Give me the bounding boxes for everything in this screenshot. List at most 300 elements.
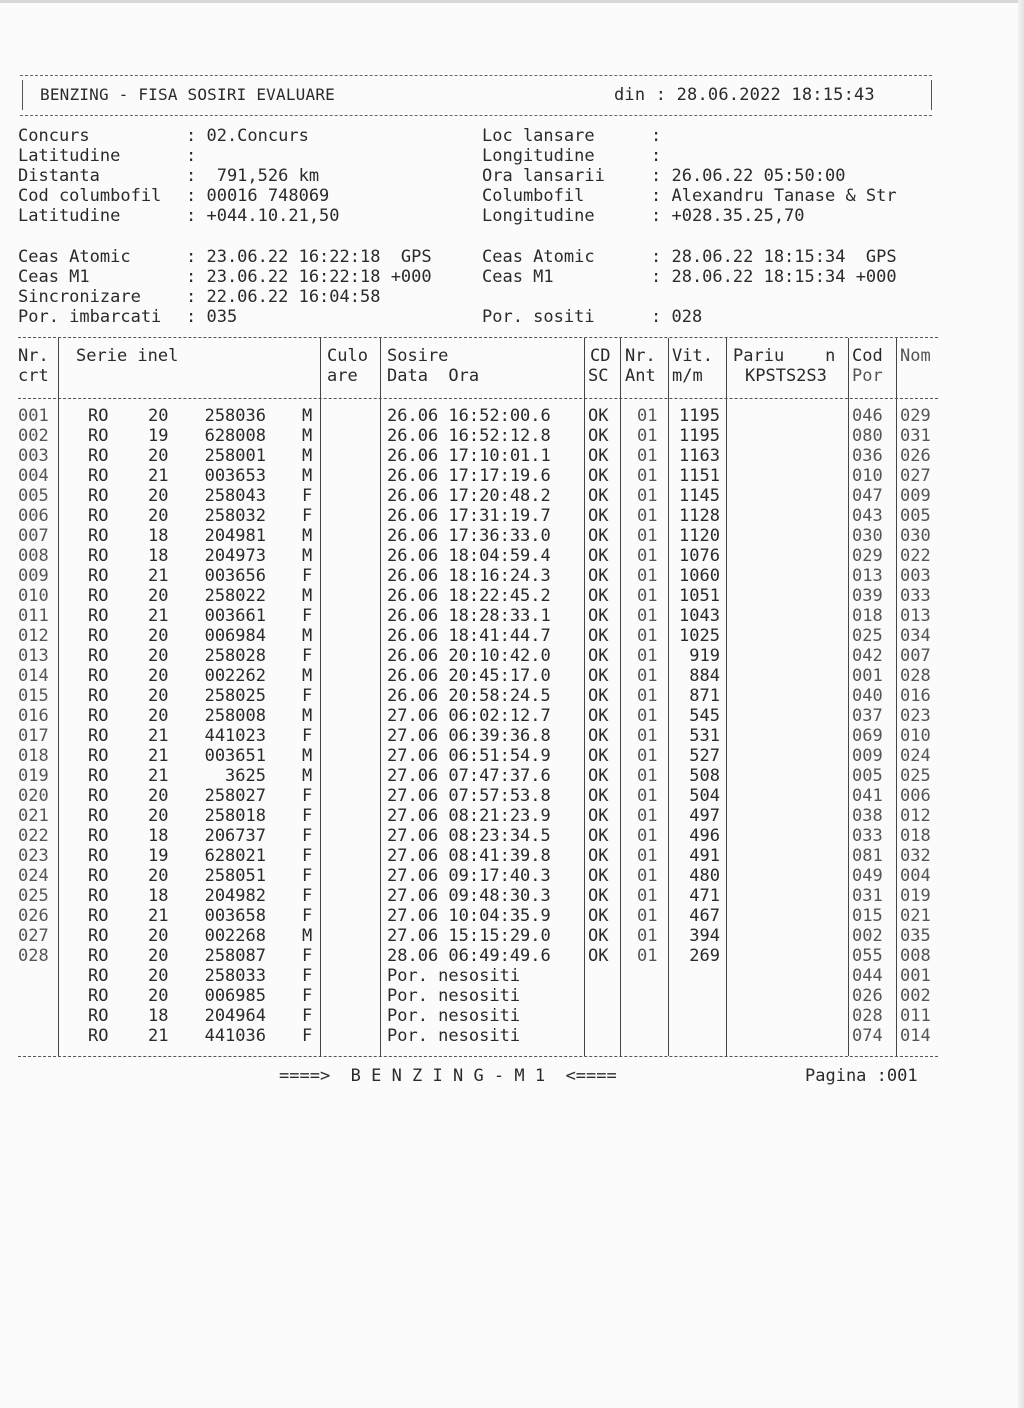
cell-antenna: 01 — [637, 606, 658, 626]
cell-country: RO — [88, 606, 109, 626]
cell-antenna: 01 — [637, 786, 658, 806]
cell-sex: F — [302, 966, 313, 986]
cell-cdsc: OK — [588, 806, 609, 826]
cell-cod: 037 — [852, 706, 883, 726]
page-number: Pagina :001 — [805, 1066, 918, 1086]
cell-year: 18 — [148, 886, 169, 906]
cell-nom: 008 — [900, 946, 931, 966]
cell-nom: 035 — [900, 926, 931, 946]
col-header-pariu-2: KPSTS2S3 — [745, 366, 827, 386]
info-label: Cod columbofil — [18, 186, 162, 206]
cell-cod: 005 — [852, 766, 883, 786]
cell-nom: 022 — [900, 546, 931, 566]
cell-country: RO — [88, 586, 109, 606]
table-bottom-rule — [18, 1056, 938, 1057]
cell-nom: 014 — [900, 1026, 931, 1046]
cell-sex: F — [302, 806, 313, 826]
cell-year: 20 — [148, 966, 169, 986]
cell-speed: 269 — [689, 946, 720, 966]
cell-year: 21 — [148, 766, 169, 786]
cell-cdsc: OK — [588, 826, 609, 846]
cell-speed: 1128 — [679, 506, 720, 526]
cell-cod: 031 — [852, 886, 883, 906]
cell-country: RO — [88, 806, 109, 826]
cell-country: RO — [88, 766, 109, 786]
cell-country: RO — [88, 1026, 109, 1046]
cell-cdsc: OK — [588, 746, 609, 766]
cell-speed: 884 — [689, 666, 720, 686]
cell-cdsc: OK — [588, 406, 609, 426]
cell-sex: M — [302, 666, 313, 686]
column-divider — [896, 338, 897, 1056]
cell-sex: F — [302, 786, 313, 806]
col-header-cd: CD — [590, 346, 611, 366]
cell-country: RO — [88, 1006, 109, 1026]
cell-country: RO — [88, 526, 109, 546]
cell-speed: 919 — [689, 646, 720, 666]
cell-cod: 010 — [852, 466, 883, 486]
cell-antenna: 01 — [637, 866, 658, 886]
cell-country: RO — [88, 946, 109, 966]
column-divider — [726, 338, 727, 1056]
cell-nr: 018 — [18, 746, 49, 766]
cell-cdsc: OK — [588, 466, 609, 486]
cell-nr: 008 — [18, 546, 49, 566]
cell-cdsc: OK — [588, 426, 609, 446]
cell-ring: 3625 — [225, 766, 266, 786]
cell-sex: F — [302, 906, 313, 926]
cell-antenna: 01 — [637, 426, 658, 446]
column-divider — [620, 338, 621, 1056]
cell-nom: 007 — [900, 646, 931, 666]
cell-antenna: 01 — [637, 446, 658, 466]
cell-year: 19 — [148, 426, 169, 446]
info-label: Concurs — [18, 126, 90, 146]
cell-nom: 001 — [900, 966, 931, 986]
info-value: : — [651, 146, 662, 166]
info-label: Ora lansarii — [482, 166, 605, 186]
cell-antenna: 01 — [637, 666, 658, 686]
footer-banner: ====> B E N Z I N G - M 1 <==== — [279, 1066, 617, 1086]
cell-cdsc: OK — [588, 486, 609, 506]
cell-nr: 024 — [18, 866, 49, 886]
cell-arrival: 26.06 20:45:17.0 — [387, 666, 551, 686]
cell-nom: 033 — [900, 586, 931, 606]
cell-country: RO — [88, 846, 109, 866]
clock-value: : 23.06.22 16:22:18 GPS — [186, 247, 432, 267]
info-label: Longitudine — [482, 206, 595, 226]
cell-nr: 013 — [18, 646, 49, 666]
cell-nr: 001 — [18, 406, 49, 426]
col-header-sosire-2: Data Ora — [387, 366, 480, 386]
cell-arrival: 26.06 18:41:44.7 — [387, 626, 551, 646]
cell-ring: 002262 — [204, 666, 266, 686]
info-label: Distanta — [18, 166, 100, 186]
clock-label: Ceas M1 — [482, 267, 554, 287]
cell-country: RO — [88, 646, 109, 666]
cell-nr: 014 — [18, 666, 49, 686]
header-right-border — [931, 80, 932, 110]
cell-cod: 040 — [852, 686, 883, 706]
cell-nom: 026 — [900, 446, 931, 466]
cell-ring: 258008 — [204, 706, 266, 726]
cell-antenna: 01 — [637, 706, 658, 726]
cell-cod: 074 — [852, 1026, 883, 1046]
cell-arrival: 27.06 09:17:40.3 — [387, 866, 551, 886]
header-bottom-border — [20, 115, 932, 116]
col-header-sosire: Sosire — [387, 346, 449, 366]
cell-nr: 027 — [18, 926, 49, 946]
cell-year: 20 — [148, 866, 169, 886]
cell-arrival: 27.06 06:02:12.7 — [387, 706, 551, 726]
cell-speed: 871 — [689, 686, 720, 706]
cell-arrival: 26.06 17:10:01.1 — [387, 446, 551, 466]
cell-arrival: 26.06 18:04:59.4 — [387, 546, 551, 566]
cell-cod: 049 — [852, 866, 883, 886]
cell-country: RO — [88, 546, 109, 566]
cell-arrival: 26.06 17:17:19.6 — [387, 466, 551, 486]
clock-value: : 23.06.22 16:22:18 +000 — [186, 267, 432, 287]
cell-country: RO — [88, 626, 109, 646]
cell-cod: 036 — [852, 446, 883, 466]
cell-ring: 003656 — [204, 566, 266, 586]
cell-speed: 480 — [689, 866, 720, 886]
clock-value: : 28.06.22 18:15:34 GPS — [651, 247, 897, 267]
col-header-culoare-2: are — [327, 366, 358, 386]
cell-speed: 1051 — [679, 586, 720, 606]
cell-year: 21 — [148, 726, 169, 746]
cell-sex: M — [302, 746, 313, 766]
cell-year: 20 — [148, 446, 169, 466]
cell-year: 20 — [148, 666, 169, 686]
cell-year: 21 — [148, 746, 169, 766]
cell-nom: 002 — [900, 986, 931, 1006]
cell-ring: 258027 — [204, 786, 266, 806]
cell-year: 21 — [148, 566, 169, 586]
col-header-cod: Cod — [852, 346, 883, 366]
cell-year: 20 — [148, 506, 169, 526]
cell-speed: 527 — [689, 746, 720, 766]
cell-cod: 042 — [852, 646, 883, 666]
cell-country: RO — [88, 926, 109, 946]
cell-sex: F — [302, 1006, 313, 1026]
cell-country: RO — [88, 786, 109, 806]
cell-cdsc: OK — [588, 946, 609, 966]
cell-sex: F — [302, 866, 313, 886]
cell-antenna: 01 — [637, 946, 658, 966]
cell-nr: 015 — [18, 686, 49, 706]
cell-speed: 508 — [689, 766, 720, 786]
cell-ring: 003651 — [204, 746, 266, 766]
cell-nr: 007 — [18, 526, 49, 546]
report-title: BENZING - FISA SOSIRI EVALUARE — [40, 85, 335, 104]
col-header-nr: Nr. — [18, 346, 49, 366]
cell-arrival: 27.06 15:15:29.0 — [387, 926, 551, 946]
cell-nom: 032 — [900, 846, 931, 866]
cell-antenna: 01 — [637, 526, 658, 546]
cell-cod: 025 — [852, 626, 883, 646]
cell-nom: 024 — [900, 746, 931, 766]
cell-ring: 204964 — [204, 1006, 266, 1026]
cell-sex: F — [302, 486, 313, 506]
cell-sex: M — [302, 546, 313, 566]
cell-nom: 028 — [900, 666, 931, 686]
cell-country: RO — [88, 406, 109, 426]
cell-nr: 010 — [18, 586, 49, 606]
cell-year: 21 — [148, 466, 169, 486]
cell-antenna: 01 — [637, 546, 658, 566]
cell-year: 21 — [148, 1026, 169, 1046]
cell-sex: F — [302, 686, 313, 706]
cell-speed: 1043 — [679, 606, 720, 626]
cell-country: RO — [88, 426, 109, 446]
cell-nr: 003 — [18, 446, 49, 466]
info-value: : — [186, 146, 197, 166]
cell-year: 20 — [148, 586, 169, 606]
cell-nom: 027 — [900, 466, 931, 486]
col-header-culoare: Culo — [327, 346, 368, 366]
cell-nom: 030 — [900, 526, 931, 546]
cell-year: 20 — [148, 806, 169, 826]
cell-country: RO — [88, 726, 109, 746]
report-date: din : 28.06.2022 18:15:43 — [614, 85, 875, 105]
info-value: : +028.35.25,70 — [651, 206, 805, 226]
cell-ring: 628021 — [204, 846, 266, 866]
cell-cod: 013 — [852, 566, 883, 586]
cell-nom: 031 — [900, 426, 931, 446]
column-divider — [848, 338, 849, 1056]
cell-nom: 010 — [900, 726, 931, 746]
cell-nom: 034 — [900, 626, 931, 646]
cell-cdsc: OK — [588, 666, 609, 686]
cell-antenna: 01 — [637, 686, 658, 706]
cell-arrival: 27.06 08:21:23.9 — [387, 806, 551, 826]
clock-value: : 22.06.22 16:04:58 — [186, 287, 381, 307]
cell-sex: M — [302, 406, 313, 426]
info-value: : 791,526 km — [186, 166, 320, 186]
cell-year: 20 — [148, 486, 169, 506]
cell-speed: 471 — [689, 886, 720, 906]
col-header-nr-2: crt — [18, 366, 49, 386]
cell-antenna: 01 — [637, 646, 658, 666]
cell-country: RO — [88, 666, 109, 686]
cell-speed: 1060 — [679, 566, 720, 586]
cell-country: RO — [88, 566, 109, 586]
cell-ring: 204973 — [204, 546, 266, 566]
cell-sex: F — [302, 1026, 313, 1046]
clock-value: : 28.06.22 18:15:34 +000 — [651, 267, 897, 287]
cell-arrival: 26.06 18:16:24.3 — [387, 566, 551, 586]
cell-country: RO — [88, 826, 109, 846]
cell-antenna: 01 — [637, 466, 658, 486]
clock-label: Ceas Atomic — [482, 247, 595, 267]
cell-ring: 258032 — [204, 506, 266, 526]
cell-nom: 019 — [900, 886, 931, 906]
cell-sex: F — [302, 646, 313, 666]
cell-cod: 055 — [852, 946, 883, 966]
cell-nom: 025 — [900, 766, 931, 786]
cell-arrival: 26.06 16:52:12.8 — [387, 426, 551, 446]
cell-cdsc: OK — [588, 626, 609, 646]
cell-arrival: 26.06 20:10:42.0 — [387, 646, 551, 666]
cell-cdsc: OK — [588, 726, 609, 746]
cell-year: 20 — [148, 646, 169, 666]
cell-antenna: 01 — [637, 506, 658, 526]
cell-sex: M — [302, 586, 313, 606]
cell-cod: 001 — [852, 666, 883, 686]
cell-ring: 258033 — [204, 966, 266, 986]
cell-nr: 019 — [18, 766, 49, 786]
cell-speed: 394 — [689, 926, 720, 946]
info-label: Columbofil — [482, 186, 585, 206]
cell-nom: 009 — [900, 486, 931, 506]
cell-nr: 022 — [18, 826, 49, 846]
cell-ring: 003661 — [204, 606, 266, 626]
cell-sex: F — [302, 826, 313, 846]
cell-nr: 004 — [18, 466, 49, 486]
col-header-nom: Nom — [900, 346, 931, 366]
cell-country: RO — [88, 986, 109, 1006]
cell-arrival: 28.06 06:49:49.6 — [387, 946, 551, 966]
cell-speed: 504 — [689, 786, 720, 806]
cell-year: 20 — [148, 626, 169, 646]
cell-arrival: 27.06 10:04:35.9 — [387, 906, 551, 926]
cell-nom: 012 — [900, 806, 931, 826]
cell-speed: 1163 — [679, 446, 720, 466]
cell-ring: 006984 — [204, 626, 266, 646]
cell-country: RO — [88, 446, 109, 466]
cell-country: RO — [88, 906, 109, 926]
cell-nom: 016 — [900, 686, 931, 706]
cell-arrival: 26.06 17:31:19.7 — [387, 506, 551, 526]
cell-cod: 044 — [852, 966, 883, 986]
cell-ring: 258025 — [204, 686, 266, 706]
col-header-vit-2: m/m — [672, 366, 703, 386]
cell-sex: M — [302, 426, 313, 446]
cell-speed: 531 — [689, 726, 720, 746]
col-header-vit: Vit. — [672, 346, 713, 366]
cell-antenna: 01 — [637, 926, 658, 946]
cell-arrival: 26.06 18:22:45.2 — [387, 586, 551, 606]
cell-arrival: 27.06 06:51:54.9 — [387, 746, 551, 766]
cell-sex: F — [302, 846, 313, 866]
cell-year: 20 — [148, 926, 169, 946]
cell-ring: 204981 — [204, 526, 266, 546]
column-divider — [380, 338, 381, 1056]
cell-nom: 023 — [900, 706, 931, 726]
cell-cdsc: OK — [588, 886, 609, 906]
col-header-cd-2: SC — [588, 366, 609, 386]
col-header-pariu: Pariu n — [733, 346, 836, 366]
cell-speed: 1195 — [679, 426, 720, 446]
cell-cod: 033 — [852, 826, 883, 846]
cell-cdsc: OK — [588, 446, 609, 466]
cell-antenna: 01 — [637, 586, 658, 606]
cell-arrival: Por. nesositi — [387, 1026, 521, 1046]
info-value: : 02.Concurs — [186, 126, 309, 146]
cell-cod: 047 — [852, 486, 883, 506]
cell-antenna: 01 — [637, 846, 658, 866]
cell-arrival: Por. nesositi — [387, 986, 521, 1006]
cell-year: 20 — [148, 706, 169, 726]
cell-cod: 026 — [852, 986, 883, 1006]
cell-cod: 009 — [852, 746, 883, 766]
cell-nom: 018 — [900, 826, 931, 846]
info-value: : — [651, 126, 662, 146]
col-header-ant: Nr. — [625, 346, 656, 366]
cell-cdsc: OK — [588, 646, 609, 666]
cell-cod: 002 — [852, 926, 883, 946]
cell-year: 20 — [148, 946, 169, 966]
cell-ring: 006985 — [204, 986, 266, 1006]
cell-nr: 009 — [18, 566, 49, 586]
header-left-border — [22, 80, 23, 110]
cell-nr: 023 — [18, 846, 49, 866]
cell-arrival: 27.06 08:23:34.5 — [387, 826, 551, 846]
cell-sex: F — [302, 506, 313, 526]
cell-ring: 628008 — [204, 426, 266, 446]
cell-ring: 002268 — [204, 926, 266, 946]
cell-antenna: 01 — [637, 886, 658, 906]
cell-year: 20 — [148, 686, 169, 706]
cell-nr: 012 — [18, 626, 49, 646]
cell-sex: M — [302, 766, 313, 786]
cell-cdsc: OK — [588, 686, 609, 706]
cell-speed: 1076 — [679, 546, 720, 566]
cell-speed: 491 — [689, 846, 720, 866]
cell-sex: M — [302, 626, 313, 646]
cell-cod: 018 — [852, 606, 883, 626]
col-header-cod-2: Por — [852, 366, 883, 386]
cell-cdsc: OK — [588, 586, 609, 606]
cell-nom: 006 — [900, 786, 931, 806]
cell-sex: F — [302, 566, 313, 586]
cell-nom: 003 — [900, 566, 931, 586]
cell-country: RO — [88, 706, 109, 726]
cell-cdsc: OK — [588, 526, 609, 546]
cell-antenna: 01 — [637, 726, 658, 746]
info-value: : 00016 748069 — [186, 186, 330, 206]
cell-year: 21 — [148, 906, 169, 926]
cell-year: 18 — [148, 546, 169, 566]
cell-speed: 467 — [689, 906, 720, 926]
clock-value: : 035 — [186, 307, 238, 327]
cell-arrival: 26.06 18:28:33.1 — [387, 606, 551, 626]
info-label: Longitudine — [482, 146, 595, 166]
cell-speed: 1195 — [679, 406, 720, 426]
cell-year: 21 — [148, 606, 169, 626]
cell-cdsc: OK — [588, 786, 609, 806]
info-label: Latitudine — [18, 146, 121, 166]
header-top-border — [20, 75, 932, 76]
cell-year: 18 — [148, 1006, 169, 1026]
cell-nr: 016 — [18, 706, 49, 726]
cell-speed: 497 — [689, 806, 720, 826]
column-divider — [320, 338, 321, 1056]
cell-cod: 029 — [852, 546, 883, 566]
cell-ring: 441036 — [204, 1026, 266, 1046]
cell-country: RO — [88, 466, 109, 486]
cell-country: RO — [88, 506, 109, 526]
cell-arrival: 27.06 08:41:39.8 — [387, 846, 551, 866]
info-value: : Alexandru Tanase & Str — [651, 186, 897, 206]
column-divider — [58, 338, 59, 1056]
clock-label: Por. sositi — [482, 307, 595, 327]
cell-sex: F — [302, 946, 313, 966]
cell-arrival: Por. nesositi — [387, 1006, 521, 1026]
cell-nom: 005 — [900, 506, 931, 526]
cell-arrival: 27.06 07:57:53.8 — [387, 786, 551, 806]
